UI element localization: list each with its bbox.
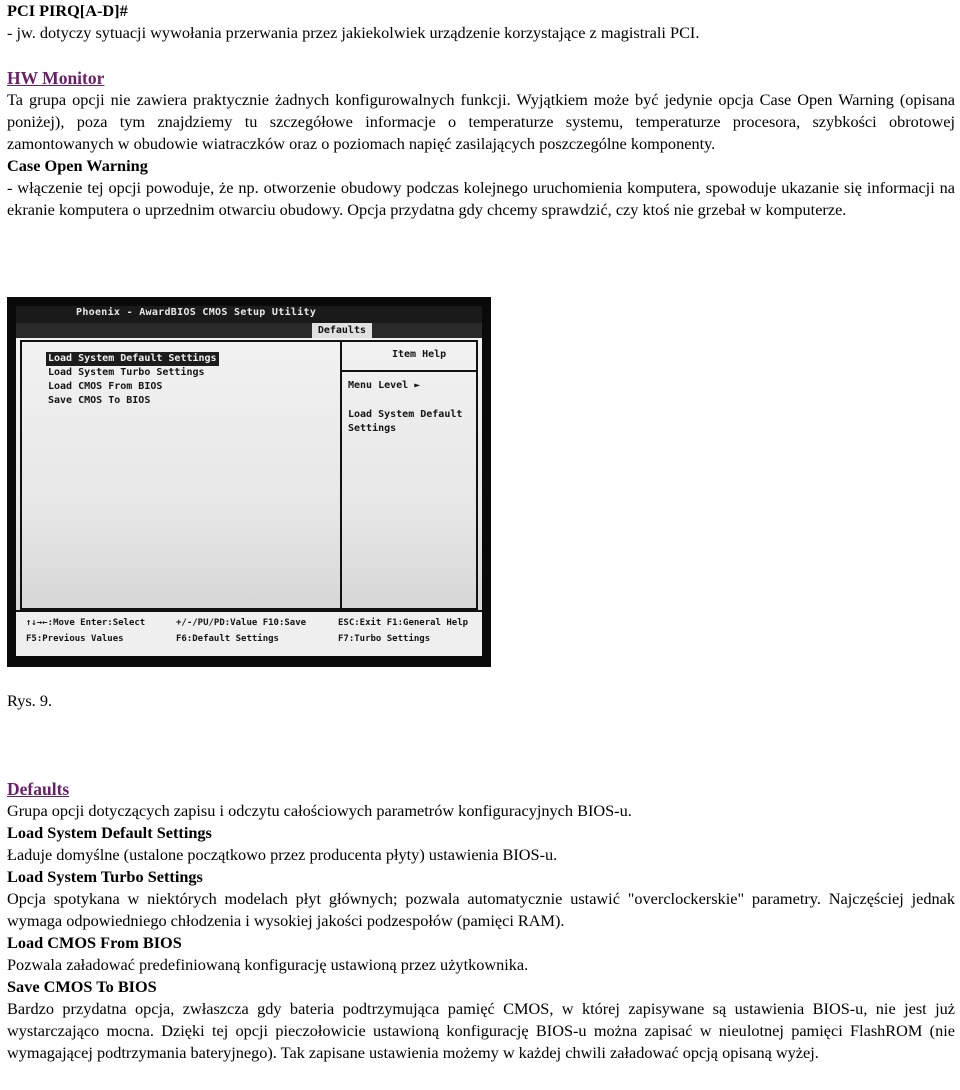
lcfb-heading: Load CMOS From BIOS [7, 933, 182, 952]
sctb-heading: Save CMOS To BIOS [7, 977, 157, 996]
lcfb-text: Pozwala załadować predefiniowaną konfigurację ustawioną przez użytkownika. [7, 955, 529, 974]
footer-r1a: ↑↓→←:Move Enter:Select [26, 618, 146, 628]
hw-monitor-heading[interactable]: HW Monitor [7, 68, 105, 88]
document-top [7, 0, 955, 221]
footer-r2a: F5:Previous Values [26, 634, 124, 644]
bios-item-save-cmos: Save CMOS To BIOS [48, 395, 151, 406]
lsds-text: Ładuje domyślne (ustalone początkowo przez producenta płyty) ustawienia BIOS-u. [7, 845, 558, 864]
sctb-text: Bardzo przydatna opcja, zwłaszcza gdy bateria podtrzymująca pamięć CMOS, w której zapisywane są ustawienia BIOS-u, nie jest już wystarczająco mocna. Dzięki tej opcji pieczołowicie ustawioną konfigurację BIOS-u można zapisać w nieulotnej pamięci FlashROM (nie wymagającej podtrzymania bateryjnego). Tak zapisane ustawienia możemy w każdej chwili załadować opcją opisaną wyżej. [7, 999, 955, 1062]
footer-r1c: ESC:Exit F1:General Help [338, 618, 469, 628]
defaults-text: Grupa opcji dotyczących zapisu i odczytu całościowych parametrów konfiguracyjnych BIOS-u. [7, 801, 632, 820]
footer-r1b: +/-/PU/PD:Value F10:Save [176, 618, 307, 628]
hw-monitor-text: Ta grupa opcji nie zawiera praktycznie żadnych konfigurowalnych funkcji. Wyjątkiem może być jedynie opcja Case Open Warning (opisana poniżej), poza tym znajdziemy tu szczegółowe informacje o temperaturze systemu, temperaturze procesora, szybkości obrotowej zamontowanych w obudowie wiatraczków oraz o poziomach napięć zasilających poszczególne komponenty. [7, 90, 955, 153]
bios-screen [16, 306, 482, 656]
bios-item-load-turbo: Load System Turbo Settings [48, 367, 205, 378]
bios-title: Phoenix - AwardBIOS CMOS Setup Utility [76, 307, 317, 318]
footer-r2b: F6:Default Settings [176, 634, 279, 644]
pirq-heading: PCI PIRQ[A-D]# [7, 1, 128, 20]
bios-title-bar [16, 306, 482, 323]
bios-help-panel [340, 340, 478, 610]
lsds-heading: Load System Default Settings [7, 823, 212, 842]
lsts-heading: Load System Turbo Settings [7, 867, 203, 886]
bios-menu-level: Menu Level ► [348, 380, 421, 391]
case-open-text: - włączenie tej opcji powoduje, że np. otworzenie obudowy podczas kolejnego uruchomienia komputera, spowoduje ukazanie się informacji na ekranie komputera o uprzednim otwarciu obudowy. Opcja przydatna gdy chcemy sprawdzić, czy ktoś nie grzebał w komputerze. [7, 178, 955, 219]
document-bottom [7, 778, 955, 1064]
case-open-heading: Case Open Warning [7, 156, 148, 175]
bios-screenshot-figure [7, 297, 491, 667]
bios-help-text: Load System Default Settings [348, 409, 463, 434]
defaults-heading[interactable]: Defaults [7, 779, 70, 799]
bios-item-load-cmos: Load CMOS From BIOS [48, 381, 163, 392]
bios-options-panel [20, 340, 342, 610]
bios-item-load-default: Load System Default Settings [48, 353, 217, 364]
tab-defaults: Defaults [312, 323, 372, 338]
figure-caption: Rys. 9. [7, 691, 53, 710]
footer-r2c: F7:Turbo Settings [338, 634, 431, 644]
bios-menu-bar [16, 323, 482, 338]
lsts-text: Opcja spotykana w niektórych modelach płyt głównych; pozwala automatycznie ustawić "overclockerskie" parametry. Najczęściej jednak wymaga odpowiedniego chłodzenia i wysokiej jakości podzespołów (pamięci RAM). [7, 889, 955, 930]
pirq-text: - jw. dotyczy sytuacji wywołania przerwania przez jakiekolwiek urządzenie korzystające z magistrali PCI. [7, 23, 700, 42]
bios-footer [16, 610, 482, 656]
bios-item-help: Item Help [392, 349, 447, 360]
